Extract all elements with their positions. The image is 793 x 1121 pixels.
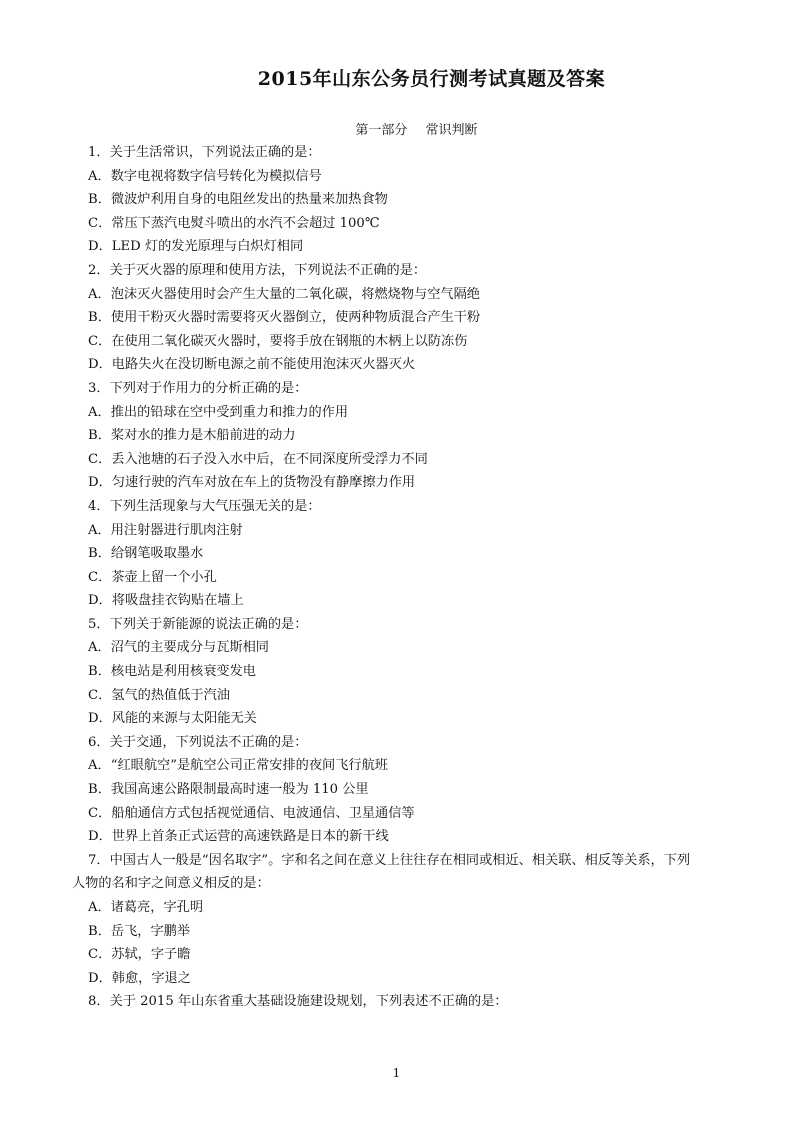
question-stem: 3．下列对于作用力的分析正确的是： <box>88 380 308 396</box>
answer-option: A．泡沫灭火器使用时会产生大量的二氧化碳，将燃烧物与空气隔绝 <box>88 286 480 302</box>
section-heading: 第一部分 常识判断 <box>355 123 478 138</box>
answer-option: C．丢入池塘的石子没入水中后，在不同深度所受浮力不同 <box>88 451 428 467</box>
answer-option: B．我国高速公路限制最高时速一般为 110 公里 <box>88 782 369 798</box>
answer-option: C．氢气的热值低于汽油 <box>88 687 230 703</box>
answer-option: C．茶壶上留一个小孔 <box>88 569 217 585</box>
question-list <box>72 141 748 1014</box>
answer-option: A．用注射器进行肌肉注射 <box>88 522 243 538</box>
answer-option: A．数字电视将数字信号转化为模拟信号 <box>88 168 322 184</box>
answer-option: B．岳飞，字鹏举 <box>88 923 191 939</box>
answer-option: D．世界上首条正式运营的高速铁路是日本的新干线 <box>88 829 389 845</box>
question-stem: 7．中国古人一般是“因名取字”。字和名之间在意义上往往存在相同或相近、相关联、相反等关系，下列 <box>88 852 691 868</box>
answer-option: B．核电站是利用核衰变发电 <box>88 664 256 680</box>
answer-option: C．在使用二氧化碳灭火器时，要将手放在钢瓶的木柄上以防冻伤 <box>88 333 468 349</box>
answer-option: B．给钢笔吸取墨水 <box>88 546 204 562</box>
answer-option: D．韩愈，字退之 <box>88 970 191 986</box>
document-title: 2015年山东公务员行测考试真题及答案 <box>257 68 606 90</box>
question-stem: 5．下列关于新能源的说法正确的是： <box>88 616 308 632</box>
answer-option: B．使用干粉灭火器时需要将灭火器倒立，使两种物质混合产生干粉 <box>88 310 481 326</box>
answer-option: D．匀速行驶的汽车对放在车上的货物没有静摩擦力作用 <box>88 475 416 491</box>
answer-option: D．LED 灯的发光原理与白炽灯相同 <box>88 239 304 255</box>
answer-option: A．推出的铅球在空中受到重力和推力的作用 <box>88 404 349 420</box>
answer-option: D．电路失火在没切断电源之前不能使用泡沫灭火器灭火 <box>88 357 416 373</box>
answer-option: A．诸葛亮，字孔明 <box>88 900 204 915</box>
answer-option: C．常压下蒸汽电熨斗喷出的水汽不会超过 100℃ <box>88 215 380 231</box>
answer-option: B．微波炉利用自身的电阻丝发出的热量来加热食物 <box>88 192 388 208</box>
question-stem: 8．关于 2015 年山东省重大基础设施建设规划，下列表述不正确的是： <box>88 994 508 1010</box>
answer-option: D．将吸盘挂衣钩贴在墙上 <box>88 593 244 609</box>
question-stem: 2．关于灭火器的原理和使用方法，下列说法不正确的是： <box>88 262 427 278</box>
question-stem: 1．关于生活常识，下列说法正确的是： <box>88 145 321 160</box>
answer-option: C．船舶通信方式包括视觉通信、电波通信、卫星通信等 <box>88 805 415 821</box>
answer-option: A．“红眼航空”是航空公司正常安排的夜间飞行航班 <box>88 758 388 774</box>
answer-option: A．沼气的主要成分与瓦斯相同 <box>88 640 269 656</box>
answer-option: B．桨对水的推力是木船前进的动力 <box>88 428 296 444</box>
answer-option: C．苏轼，字子瞻 <box>88 947 191 963</box>
question-stem-continuation: 人物的名和字之间意义相反的是： <box>72 876 270 892</box>
answer-option: D．风能的来源与太阳能无关 <box>88 711 257 727</box>
page-number: 1 <box>392 1066 401 1080</box>
question-stem: 4．下列生活现象与大气压强无关的是： <box>88 498 321 514</box>
question-stem: 6．关于交通，下列说法不正确的是： <box>88 734 308 750</box>
